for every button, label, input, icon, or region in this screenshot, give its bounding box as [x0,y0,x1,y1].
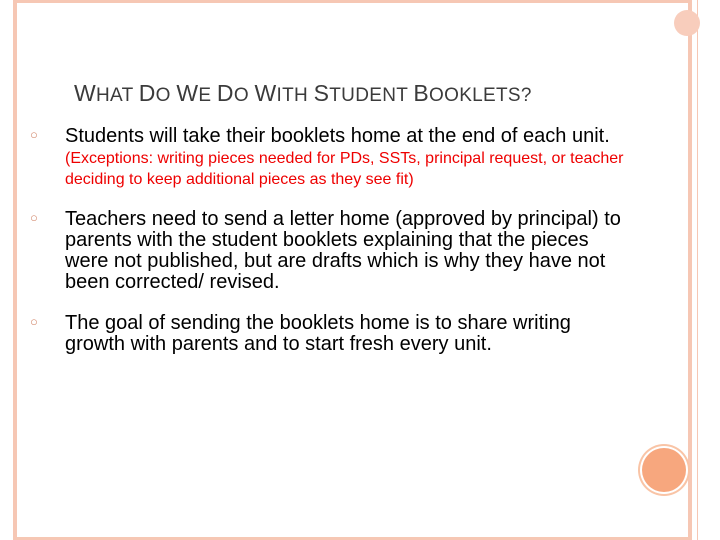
frame-right-thin-border [697,0,698,540]
frame-left-border [13,0,17,540]
frame-right-border [688,0,692,540]
bullet-note: (Exceptions: writing pieces needed for PDs, SSTs, principal request, or teacher deciding to keep additional pieces as they see fit) [65,150,624,188]
slide-title: WHAT DO WE DO WITH STUDENT BOOKLETS? [74,80,532,106]
frame-top-border [13,0,692,3]
bullet-item [30,313,630,355]
bullet-marker-icon: ○ [30,127,38,142]
decorative-circle-accent [642,448,686,492]
bullet-item [30,209,630,293]
bullet-text: The goal of sending the booklets home is to share writing growth with parents and to start fresh every unit. [65,312,571,355]
bullet-item [30,126,630,189]
bullet-marker-icon: ○ [30,210,38,225]
bullet-text: Students will take their booklets home at the end of each unit. [65,125,610,147]
bullet-marker-icon: ○ [30,314,38,329]
decorative-circle-top [674,10,700,36]
bullet-text: Teachers need to send a letter home (approved by principal) to parents with the student booklets explaining that the pieces were not published, but are drafts which is why they have not been corrected/ revised. [65,208,621,293]
bullet-list [30,126,630,355]
